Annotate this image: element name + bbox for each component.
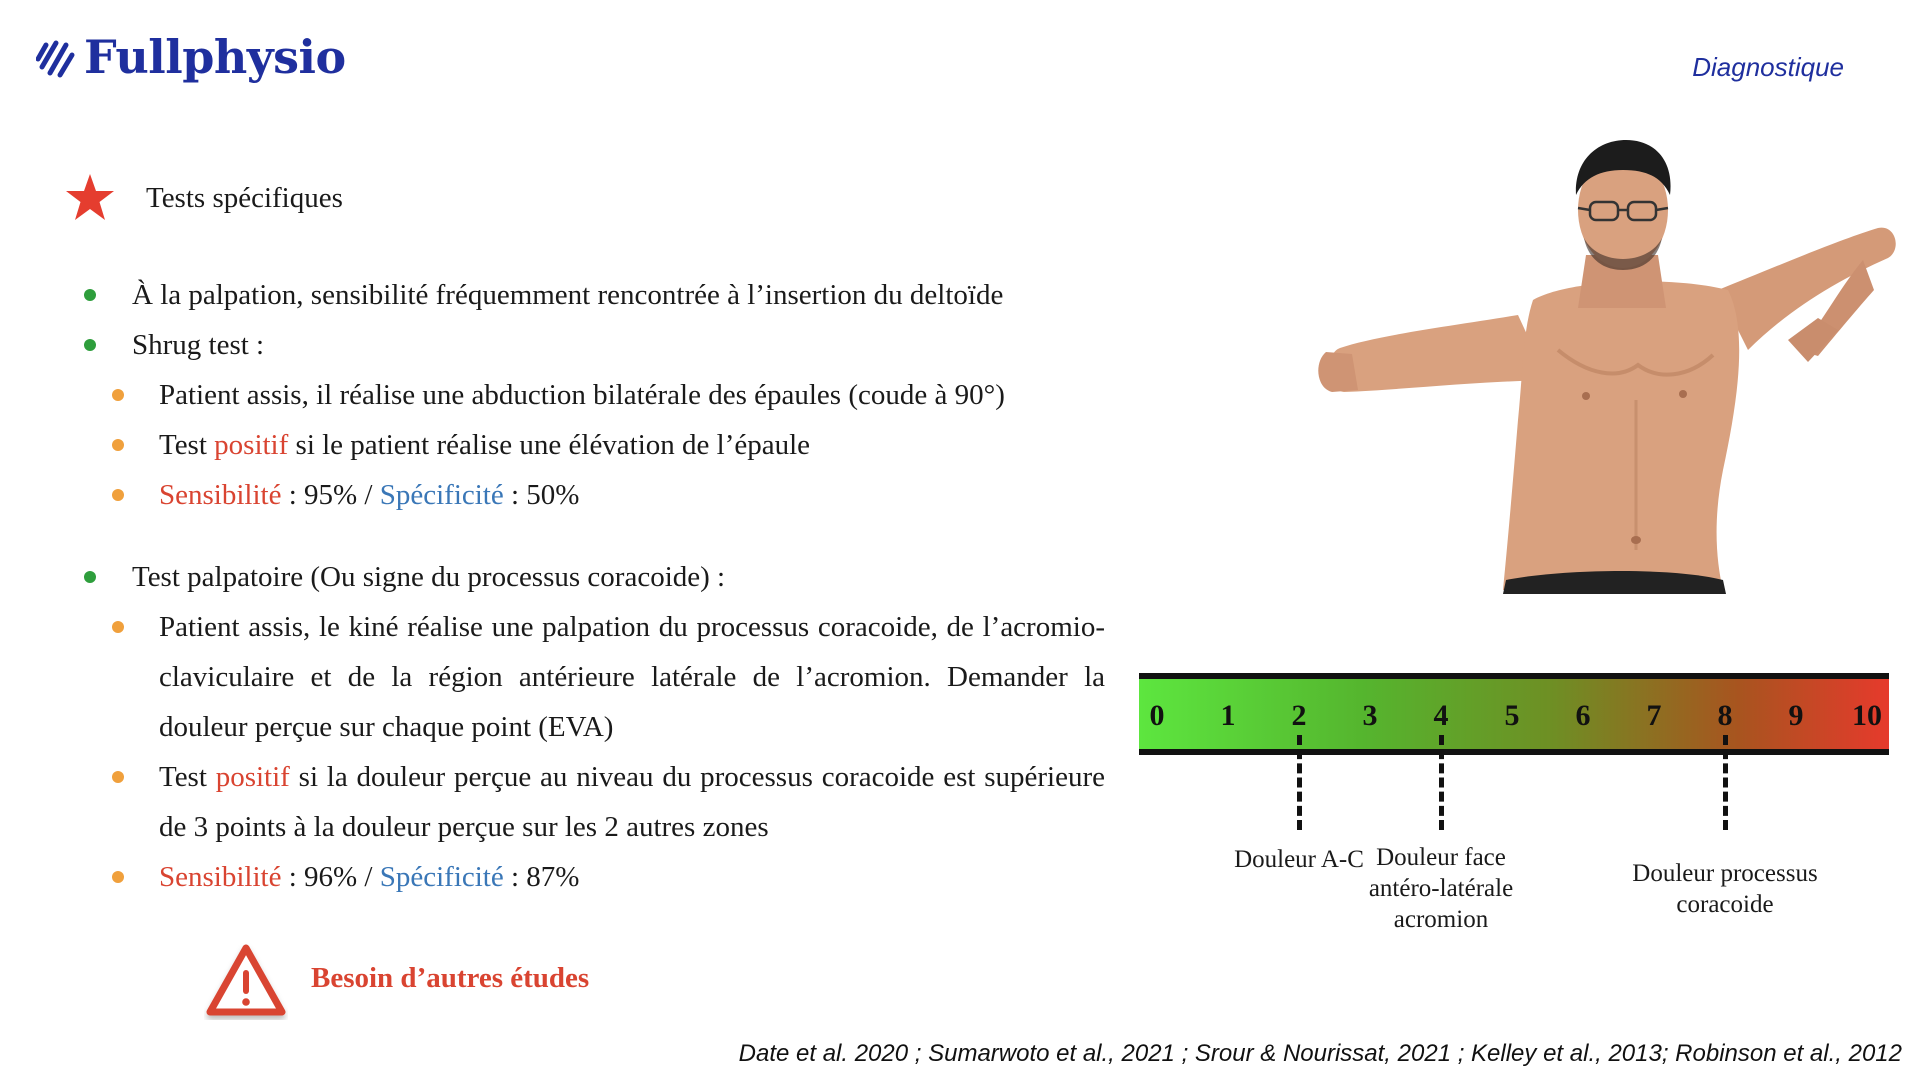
list-item: Sensibilité : 95% / Spécificité : 50% bbox=[80, 470, 1105, 520]
list-item: Patient assis, le kiné réalise une palpation du processus coracoide, de l’acromio-claviculaire et de la région antérieure latérale de l’acromion. Demander la douleur perçue sur chaque point (EVA) bbox=[80, 602, 1105, 752]
scale-tick-9: 9 bbox=[1788, 699, 1804, 732]
scale-tick-0: 0 bbox=[1149, 699, 1165, 732]
scale-tick-5: 5 bbox=[1504, 699, 1520, 732]
bullet-dot bbox=[112, 389, 124, 401]
heading-title: Tests spécifiques bbox=[146, 181, 343, 214]
references: Date et al. 2020 ; Sumarwoto et al., 2021 ; Srour & Nourissat, 2021 ; Kelley et al., 2013; Robinson et al., 2012 bbox=[738, 1040, 1902, 1067]
scale-tick-2: 2 bbox=[1291, 699, 1307, 732]
section-label: Diagnostique bbox=[1692, 52, 1844, 82]
bullet-dot bbox=[112, 621, 124, 633]
scale-marker-4 bbox=[1439, 735, 1444, 830]
bullet-dot bbox=[84, 289, 96, 301]
star-icon bbox=[64, 172, 116, 224]
bullet-list bbox=[80, 270, 1105, 902]
warning-triangle-icon bbox=[204, 942, 288, 1020]
scale-tick-6: 6 bbox=[1575, 699, 1591, 732]
list-item: Sensibilité : 96% / Spécificité : 87% bbox=[80, 852, 1105, 902]
scale-tick-7: 7 bbox=[1646, 699, 1662, 732]
specificity-label: Spécificité bbox=[379, 479, 504, 511]
list-item: Test palpatoire (Ou signe du processus coracoide) : bbox=[80, 552, 1105, 602]
bullet-dot bbox=[112, 771, 124, 783]
positive-keyword: positif bbox=[215, 761, 290, 793]
scale-marker-label: Douleur A-C bbox=[1234, 846, 1364, 873]
list-item: Shrug test : bbox=[80, 320, 1105, 370]
scale-tick-3: 3 bbox=[1362, 699, 1378, 732]
scale-tick-10: 10 bbox=[1852, 699, 1882, 732]
logo-text: Fullphysio bbox=[84, 30, 346, 84]
scale-marker-8 bbox=[1723, 735, 1728, 830]
bullet-dot bbox=[84, 339, 96, 351]
sensitivity-label: Sensibilité bbox=[159, 861, 282, 893]
bullet-dot bbox=[84, 571, 96, 583]
sensitivity-label: Sensibilité bbox=[159, 479, 282, 511]
section-heading bbox=[64, 172, 343, 224]
positive-keyword: positif bbox=[214, 429, 289, 461]
list-item: Test positif si le patient réalise une élévation de l’épaule bbox=[80, 420, 1105, 470]
bullet-dot bbox=[112, 439, 124, 451]
slash-marks-icon bbox=[36, 35, 76, 79]
list-item: À la palpation, sensibilité fréquemment rencontrée à l’insertion du deltoïde bbox=[80, 270, 1105, 320]
list-item: Patient assis, il réalise une abduction bilatérale des épaules (coude à 90°) bbox=[80, 370, 1105, 420]
specificity-label: Spécificité bbox=[379, 861, 504, 893]
scale-tick-8: 8 bbox=[1717, 699, 1733, 732]
scale-marker-2 bbox=[1297, 735, 1302, 830]
scale-marker-label: Douleur processus coracoide bbox=[1632, 860, 1818, 918]
bullet-dot bbox=[112, 489, 124, 501]
scale-marker-label: Douleur face antéro-latérale acromion bbox=[1368, 844, 1514, 933]
bullet-dot bbox=[112, 871, 124, 883]
patient-shrug-test-photo bbox=[1318, 140, 1900, 594]
logo bbox=[36, 30, 346, 84]
warning-text: Besoin d’autres études bbox=[311, 962, 590, 994]
pain-scale-bar bbox=[1139, 673, 1889, 755]
list-item: Test positif si la douleur perçue au niveau du processus coracoide est supérieure de 3 points à la douleur perçue sur les 2 autres zones bbox=[80, 752, 1105, 852]
scale-tick-1: 1 bbox=[1220, 699, 1236, 732]
scale-tick-4: 4 bbox=[1433, 699, 1449, 732]
